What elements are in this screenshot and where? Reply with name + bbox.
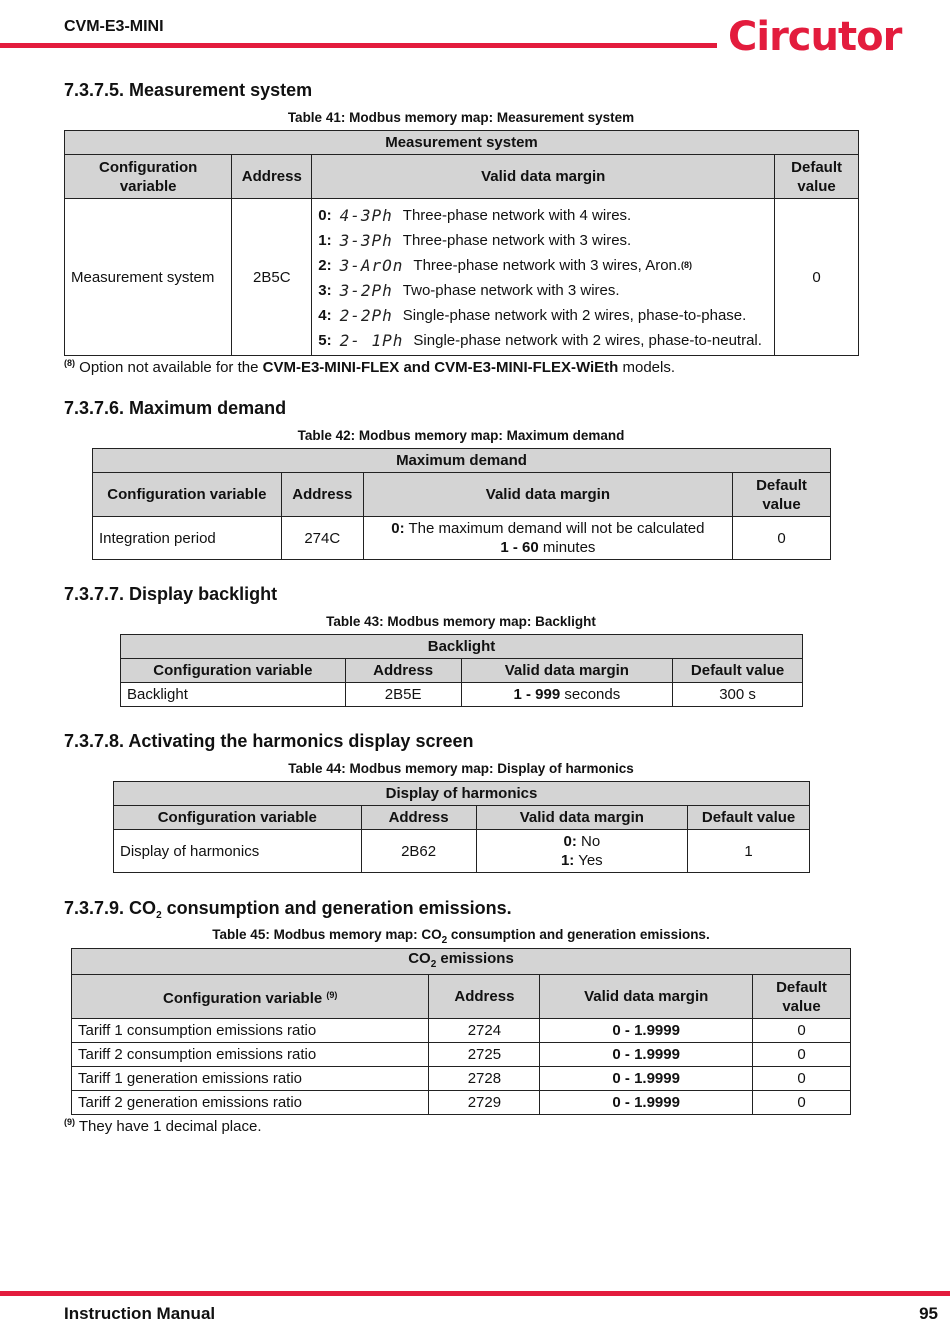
table-cell-variable: Backlight xyxy=(121,683,346,707)
column-header: Address xyxy=(429,975,540,1019)
heading-text: 7.3.7.9. CO xyxy=(64,898,157,918)
table-row xyxy=(72,1019,851,1043)
margin-text: No xyxy=(576,833,601,850)
margin-value: 1: xyxy=(560,852,575,869)
column-header: Configuration variable xyxy=(65,155,232,199)
table-group-header xyxy=(72,949,851,975)
margin-text: The maximum demand will not be calculated xyxy=(404,520,705,537)
option-text: Three-phase network with 3 wires, Aron. xyxy=(413,257,682,274)
option-code: 3: xyxy=(318,282,332,299)
table-row xyxy=(72,1043,851,1067)
option-code: 1: xyxy=(318,232,332,249)
lcd-display-glyph: 2- 1Ph xyxy=(339,331,404,350)
footnote-8 xyxy=(64,358,675,376)
section-heading-co2-emissions xyxy=(64,898,512,921)
table-cell-margin: 0 - 1.9999 xyxy=(540,1043,753,1067)
column-header: Address xyxy=(232,155,312,199)
column-header: Valid data margin xyxy=(312,155,775,199)
table-cell-margin: 0 - 1.9999 xyxy=(540,1091,753,1115)
valid-data-options xyxy=(312,199,775,356)
column-header: Default value xyxy=(673,659,803,683)
subscript: 2 xyxy=(430,959,437,970)
column-header: Configuration variable xyxy=(93,473,282,517)
option-code: 4: xyxy=(318,307,332,324)
table-group-header: Display of harmonics xyxy=(114,782,810,806)
table-cell-address: 2728 xyxy=(429,1067,540,1091)
option-text: Three-phase network with 3 wires. xyxy=(402,232,632,249)
column-header: Default value xyxy=(688,806,810,830)
option-code: 2: xyxy=(318,257,332,274)
list-item xyxy=(318,278,768,303)
column-header: Address xyxy=(345,659,461,683)
margin-text: Yes xyxy=(574,852,603,869)
table-cell-address: 274C xyxy=(281,517,363,560)
table-44-caption: Table 44: Modbus memory map: Display of harmonics xyxy=(288,761,634,776)
option-code: 5: xyxy=(318,332,332,349)
margin-text: minutes xyxy=(538,539,596,556)
lcd-display-glyph: 2-2Ph xyxy=(339,306,393,325)
section-heading-maximum-demand: 7.3.7.6. Maximum demand xyxy=(64,398,287,418)
page-number: 95 xyxy=(919,1304,938,1323)
table-cell-address: 2B5C xyxy=(232,199,312,356)
table-cell-margin: 0 - 1.9999 xyxy=(540,1067,753,1091)
table-cell-variable: Display of harmonics xyxy=(114,830,362,873)
column-header: Address xyxy=(361,806,476,830)
table-cell-variable: Integration period xyxy=(93,517,282,560)
footnote-text: Option not available for the xyxy=(75,359,263,376)
table-cell-default: 300 s xyxy=(673,683,803,707)
column-header: Default value xyxy=(733,473,831,517)
list-item xyxy=(318,328,768,353)
column-header: Valid data margin xyxy=(363,473,732,517)
table-row xyxy=(72,1067,851,1091)
footnote-ref: (9) xyxy=(326,989,338,1000)
option-text: Single-phase network with 2 wires, phase-to-phase. xyxy=(402,307,747,324)
column-header: Valid data margin xyxy=(476,806,688,830)
table-cell-default: 1 xyxy=(688,830,810,873)
circutor-logo: Circutor xyxy=(728,14,902,60)
table-cell-default: 0 xyxy=(733,517,831,560)
table-cell-variable: Tariff 2 generation emissions ratio xyxy=(72,1091,429,1115)
table-45 xyxy=(71,948,851,1115)
table-cell-default: 0 xyxy=(753,1091,851,1115)
column-header: Address xyxy=(281,473,363,517)
section-heading-harmonics-display: 7.3.7.8. Activating the harmonics display screen xyxy=(64,731,474,751)
footnote-9 xyxy=(64,1117,262,1135)
table-group-header: Measurement system xyxy=(65,131,859,155)
table-42-caption: Table 42: Modbus memory map: Maximum demand xyxy=(297,428,625,443)
column-header: Configuration variable xyxy=(121,659,346,683)
margin-value: 1 - 999 xyxy=(513,686,561,703)
table-41-caption: Table 41: Modbus memory map: Measurement system xyxy=(287,110,635,125)
table-42 xyxy=(92,448,831,560)
option-code: 0: xyxy=(318,207,332,224)
margin-text: seconds xyxy=(560,686,621,703)
table-45-caption xyxy=(0,927,922,946)
column-header: Configuration variable xyxy=(114,806,362,830)
option-text: Single-phase network with 2 wires, phase-to-neutral. xyxy=(413,332,762,349)
option-text: Three-phase network with 4 wires. xyxy=(402,207,632,224)
table-cell-default: 0 xyxy=(753,1043,851,1067)
section-heading-display-backlight: 7.3.7.7. Display backlight xyxy=(64,584,278,604)
list-item xyxy=(318,203,768,228)
caption-text: consumption and generation emissions. xyxy=(447,927,710,942)
table-cell-variable: Tariff 1 generation emissions ratio xyxy=(72,1067,429,1091)
table-group-header: Maximum demand xyxy=(93,449,831,473)
footnote-text: models. xyxy=(618,359,676,376)
table-cell-variable: Measurement system xyxy=(65,199,232,356)
table-cell-default: 0 xyxy=(753,1067,851,1091)
table-43 xyxy=(120,634,803,707)
lcd-display-glyph: 3-ArOn xyxy=(339,256,404,275)
section-heading-measurement-system: 7.3.7.5. Measurement system xyxy=(64,80,313,100)
list-item xyxy=(318,303,768,328)
table-cell-variable: Tariff 2 consumption emissions ratio xyxy=(72,1043,429,1067)
table-cell-address: 2B62 xyxy=(361,830,476,873)
footnote-models: CVM-E3-MINI-FLEX and CVM-E3-MINI-FLEX-WiEth xyxy=(262,359,619,376)
column-header xyxy=(72,975,429,1019)
footnote-mark: (8) xyxy=(64,358,75,368)
option-text: Two-phase network with 3 wires. xyxy=(402,282,620,299)
table-row xyxy=(72,1091,851,1115)
table-cell-margin xyxy=(476,830,688,873)
table-cell-address: 2729 xyxy=(429,1091,540,1115)
table-cell-default: 0 xyxy=(775,199,859,356)
subscript: 2 xyxy=(441,935,448,946)
table-cell-margin xyxy=(461,683,673,707)
list-item xyxy=(318,228,768,253)
table-cell-margin: 0 - 1.9999 xyxy=(540,1019,753,1043)
footer-rule xyxy=(0,1291,950,1296)
header-text: Configuration variable xyxy=(163,989,327,1007)
column-header: Default value xyxy=(775,155,859,199)
lcd-display-glyph: 3-3Ph xyxy=(339,231,393,250)
heading-text: consumption and generation emissions. xyxy=(161,898,512,918)
column-header: Default value xyxy=(753,975,851,1019)
margin-value: 0: xyxy=(563,833,577,850)
footnote-ref: (8) xyxy=(681,260,693,270)
footnote-text: They have 1 decimal place. xyxy=(75,1118,262,1135)
table-group-header: Backlight xyxy=(121,635,803,659)
table-41 xyxy=(64,130,859,356)
list-item xyxy=(318,253,768,278)
margin-value: 0: xyxy=(391,520,405,537)
lcd-display-glyph: 3-2Ph xyxy=(339,281,393,300)
table-44 xyxy=(113,781,810,873)
table-cell-address: 2725 xyxy=(429,1043,540,1067)
column-header: Valid data margin xyxy=(461,659,673,683)
header-rule xyxy=(0,43,717,48)
table-cell-address: 2724 xyxy=(429,1019,540,1043)
group-text: CO xyxy=(408,950,431,967)
footnote-mark: (9) xyxy=(64,1117,75,1127)
subscript: 2 xyxy=(156,910,162,921)
table-cell-variable: Tariff 1 consumption emissions ratio xyxy=(72,1019,429,1043)
group-text: emissions xyxy=(436,950,514,967)
table-cell-margin xyxy=(363,517,732,560)
footer-doc-name: Instruction Manual xyxy=(64,1304,216,1323)
document-title: CVM-E3-MINI xyxy=(64,18,164,35)
margin-value: 1 - 60 xyxy=(500,539,539,556)
table-cell-default: 0 xyxy=(753,1019,851,1043)
table-43-caption: Table 43: Modbus memory map: Backlight xyxy=(326,614,596,629)
table-cell-address: 2B5E xyxy=(345,683,461,707)
lcd-display-glyph: 4-3Ph xyxy=(339,206,393,225)
caption-text: Table 45: Modbus memory map: CO xyxy=(212,927,442,942)
column-header: Valid data margin xyxy=(540,975,753,1019)
